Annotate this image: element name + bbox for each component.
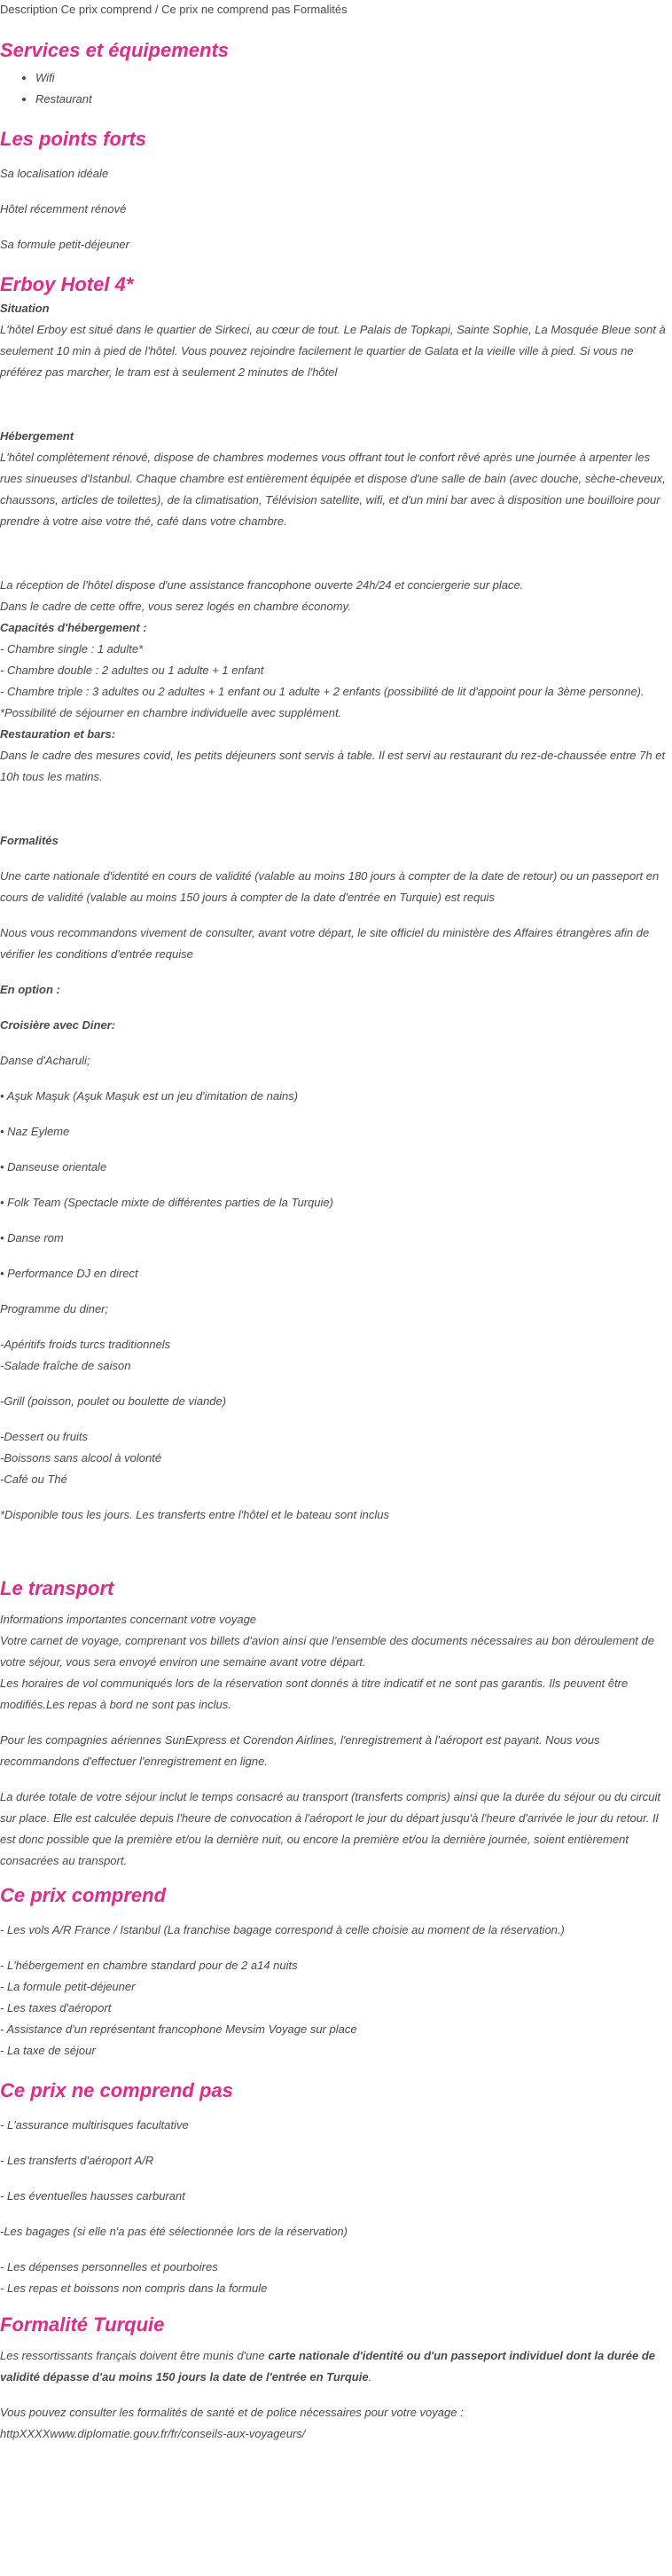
ne-comprend-line: - Les repas et boissons non compris dans la formule (0, 2281, 268, 2295)
diplomatie-link[interactable]: httpXXXXwww.diplomatie.gouv.fr/fr/conseils-aux-voyageurs/ (0, 2427, 306, 2440)
croisiere-heading: Croisière avec Diner: (0, 1018, 116, 1032)
formalite-p1-end: . (368, 2370, 372, 2384)
formalite-turquie-p1 (0, 2345, 672, 2388)
hotel-title: Erboy Hotel 4* (0, 273, 134, 295)
service-item-wifi: • Wifi (35, 67, 672, 89)
comprend-line: - La taxe de séjour (0, 2044, 96, 2057)
capacite-line: - Chambre single : 1 adulte* (0, 642, 144, 656)
hebergement-text: L'hôtel complètement rénové, dispose de chambres modernes vous offrant tout le confort rêvé après une journée à arpenter les rues sinueuses d'Istanbul. Chaque chambre est entièrement équipée et dispose d'une salle de bain (avec douche, sèche-cheveux, chaussons, articles de toilettes), de la climatisation, Télévision satellite, wifi, et d'un mini bar avec à disposition une bouilloire pour prendre à votre aise votre thé, café dans votre chambre. (0, 451, 666, 528)
reception-line: La réception de l'hôtel dispose d'une assistance francophone ouverte 24h/24 et conciergerie sur place. (0, 578, 524, 592)
transport-p2: Pour les compagnies aériennes SunExpress et Corendon Airlines, l'enregistrement à l'aéroport est payant. Nous vous recommandons d'effectuer l'enregistrement en ligne. (0, 1733, 600, 1768)
comprend-line: - L'hébergement en chambre standard pour de 2 a14 nuits (0, 1959, 298, 1972)
show-bullet: • Aşuk Maşuk (Aşuk Maşuk est un jeu d'imitation de nains) (0, 1089, 299, 1103)
show-bullet: • Folk Team (Spectacle mixte de différentes parties de la Turquie) (0, 1196, 333, 1209)
disponible-line: *Disponible tous les jours. Les transferts entre l'hôtel et le bateau sont inclus (0, 1508, 389, 1521)
capacites-heading: Capacités d'hébergement : (0, 621, 147, 634)
programme-line: Programme du diner; (0, 1302, 109, 1315)
services-list (0, 67, 672, 110)
restauration-heading: Restauration et bars: (0, 727, 116, 741)
point-fort-item: Sa formule petit-déjeuner (0, 238, 129, 251)
ne-comprend-line: - L'assurance multirisques facultative (0, 2118, 189, 2132)
option-heading: En option : (0, 983, 60, 996)
formalite-turquie-title: Formalité Turquie (0, 2313, 165, 2336)
hebergement-heading: Hébergement (0, 429, 74, 443)
menu-line: -Apéritifs froids turcs traditionnels (0, 1338, 171, 1351)
comprend-line: - Assistance d'un représentant francophone Mevsim Voyage sur place (0, 2022, 357, 2036)
menu-line: -Grill (poisson, poulet ou boulette de viande) (0, 1394, 227, 1408)
capacite-line: - Chambre double : 2 adultes ou 1 adulte + 1 enfant (0, 664, 264, 677)
ne-comprend-line: - Les transferts d'aéroport A/R (0, 2154, 154, 2167)
comprend-line: - Les taxes d'aéroport (0, 2001, 112, 2014)
formalite-turquie-p2: Vous pouvez consulter les formalités de santé et de police nécessaires pour votre voyage : (0, 2406, 464, 2419)
capacite-line: - Chambre triple : 3 adultes ou 2 adultes + 1 enfant ou 1 adulte + 2 enfants (possibilité de lit d'appoint pour la 3ème personne). (0, 685, 645, 698)
formalites-p1: Une carte nationale d'identité en cours de validité (valable au moins 180 jours à compter de la date de retour) ou un passeport en cours de validité (valable au moins 150 jours à compter de la date d'entrée en Turquie) est requis (0, 869, 660, 904)
formalites-p2: Nous vous recommandons vivement de consulter, avant votre départ, le site officiel du ministère des Affaires étrangères afin de vérifier les conditions d'entrée requise (0, 926, 650, 961)
show-bullet: • Danse rom (0, 1231, 64, 1245)
comprend-line: - Les vols A/R France / Istanbul (La franchise bagage correspond à celle choisie au moment de la réservation.) (0, 1923, 565, 1936)
top-line: Description Ce prix comprend / Ce prix ne comprend pas Formalités (0, 3, 348, 16)
ne-comprend-title: Ce prix ne comprend pas (0, 2079, 233, 2101)
menu-line: -Café ou Thé (0, 1473, 67, 1486)
menu-line: -Dessert ou fruits (0, 1430, 88, 1443)
services-title: Services et équipements (0, 39, 230, 61)
menu-line: -Boissons sans alcool à volonté (0, 1451, 162, 1465)
show-bullet: • Danseuse orientale (0, 1160, 107, 1174)
capacite-line: *Possibilité de séjourner en chambre individuelle avec supplément. (0, 706, 342, 719)
transport-line: Les horaires de vol communiqués lors de la réservation sont donnés à titre indicatif et ne sont pas garantis. Ils peuvent être modifiés.Les repas à bord ne sont pas inclus. (0, 1677, 629, 1711)
ne-comprend-line: - Les dépenses personnelles et pourboires (0, 2260, 218, 2274)
formalite-p1-bold: carte nationale d'identité ou d'un passeport individuel dont la durée de validité dépasse d'au moins 150 jours la date de l'entrée en Turquie (0, 2349, 656, 2384)
transport-line: Informations importantes concernant votre voyage (0, 1613, 257, 1626)
menu-line: -Salade fraîche de saison (0, 1359, 131, 1372)
situation-heading: Situation (0, 302, 50, 315)
danse-line: Danse d'Acharuli; (0, 1054, 90, 1067)
point-fort-item: Sa localisation idéale (0, 167, 109, 180)
comprend-line: - La formule petit-déjeuner (0, 1980, 136, 1993)
situation-text: L'hôtel Erboy est situé dans le quartier de Sirkeci, au cœur de tout. Le Palais de Topkapi, Sainte Sophie, La Mosquée Bleue sont à seulement 10 min à pied de l'hôtel. Vous pouvez rejoindre facilement le quartier de Galata et la vieille ville à pied. Si vous ne préférez pas marcher, le tram est à seulement 2 minutes de l'hôtel (0, 323, 666, 379)
comprend-title: Ce prix comprend (0, 1884, 167, 1906)
transport-line: Votre carnet de voyage, comprenant vos billets d'avion ainsi que l'ensemble des documents nécessaires au bon déroulement de votre séjour, vous sera envoyé environ une semaine avant votre départ. (0, 1634, 654, 1669)
point-fort-item: Hôtel récemment rénové (0, 202, 127, 216)
show-bullet: • Performance DJ en direct (0, 1267, 138, 1280)
restauration-text: Dans le cadre des mesures covid, les petits déjeuners sont servis à table. Il est servi au restaurant du rez-de-chaussée entre 7h et 10h tous les matins. (0, 749, 666, 783)
ne-comprend-line: - Les éventuelles hausses carburant (0, 2189, 185, 2203)
transport-p3: La durée totale de votre séjour inclut le temps consacré au transport (transferts compris) ainsi que la durée du séjour ou du circuit sur place. Elle est calculée depuis l'heure de convocation à l'aéroport le jour du départ jusqu'à l'heure d'arrivée le jour du retour. Il est donc possible que la première et/ou la dernière nuit, ou encore la première et/ou la dernière journée, soient entièrement consacrées au transport. (0, 1790, 660, 1867)
ne-comprend-line: -Les bagages (si elle n'a pas été sélectionnée lors de la réservation) (0, 2225, 348, 2238)
points-forts-title: Les points forts (0, 128, 147, 150)
service-item-restaurant: • Restaurant (35, 89, 672, 110)
formalites-heading: Formalités (0, 834, 59, 847)
formalite-p1-start: Les ressortissants français doivent être munis d'une (0, 2349, 269, 2362)
show-bullet: • Naz Eyleme (0, 1125, 70, 1138)
transport-title: Le transport (0, 1577, 114, 1599)
reception-line: Dans le cadre de cette offre, vous serez logés en chambre économy. (0, 600, 351, 613)
